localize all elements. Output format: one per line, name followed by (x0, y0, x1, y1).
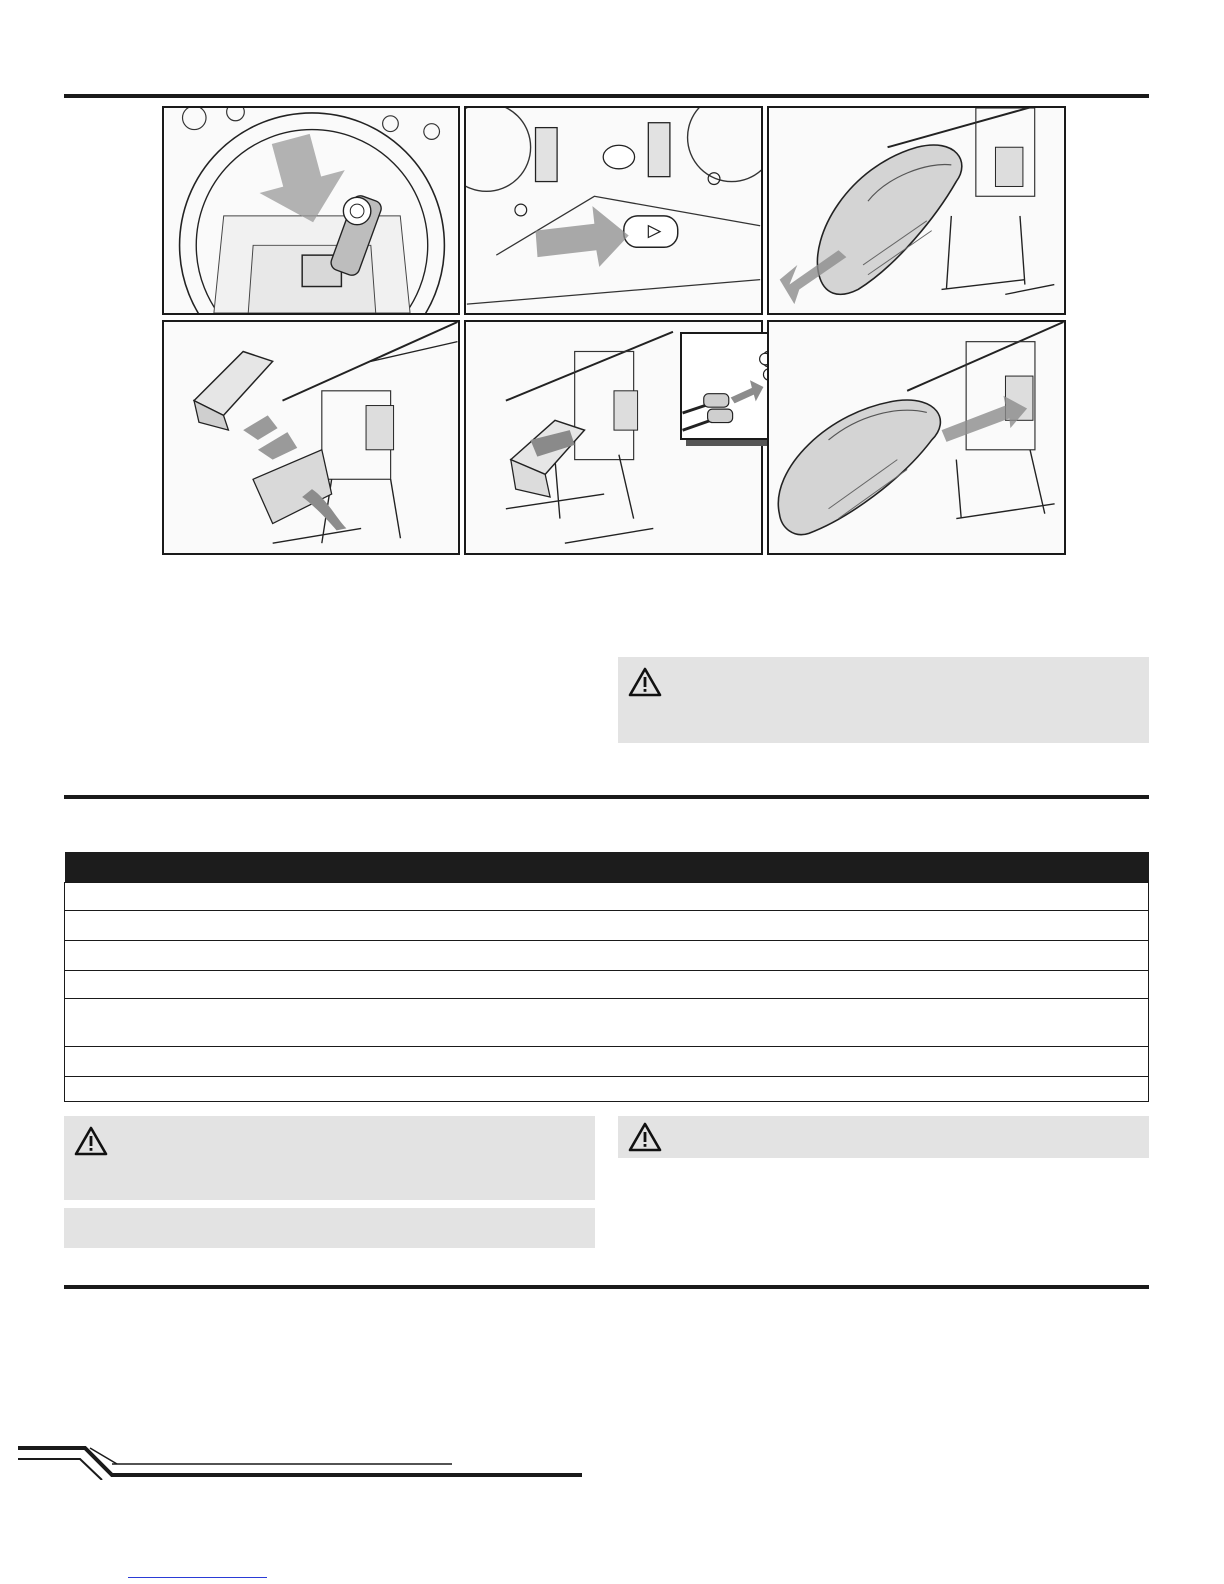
warning-box-battery (618, 657, 1149, 743)
note-box-lower-left (64, 1208, 595, 1248)
canopy-install-illustration (769, 322, 1064, 553)
warning-triangle-icon (628, 1122, 662, 1152)
table-row (65, 883, 1149, 911)
section-divider-2 (64, 1285, 1149, 1289)
table-row (65, 911, 1149, 941)
table-row (65, 1077, 1149, 1102)
footer-decoration (0, 1440, 600, 1480)
table-row (65, 971, 1149, 999)
table-row (65, 1047, 1149, 1077)
warning-box-lower-right (618, 1116, 1149, 1158)
panel-transmitter-stick (162, 106, 460, 315)
warning-triangle-icon (74, 1126, 108, 1156)
power-switch-illustration (466, 108, 761, 313)
table-row (65, 999, 1149, 1047)
battery-install-illustration (164, 322, 458, 553)
panel-battery-install (162, 320, 460, 555)
transmitter-stick-illustration (164, 108, 458, 313)
canopy-removal-illustration (769, 108, 1064, 313)
panel-power-switch (464, 106, 763, 315)
section-divider-1 (64, 795, 1149, 799)
spec-table-header (65, 852, 1149, 883)
top-divider (64, 94, 1149, 98)
footer-link[interactable] (128, 1577, 267, 1578)
warning-box-lower-left (64, 1116, 595, 1200)
panel-canopy-install (767, 320, 1066, 555)
table-row (65, 941, 1149, 971)
spec-table (64, 852, 1149, 1102)
panel-canopy-removal (767, 106, 1066, 315)
warning-triangle-icon (628, 667, 662, 697)
